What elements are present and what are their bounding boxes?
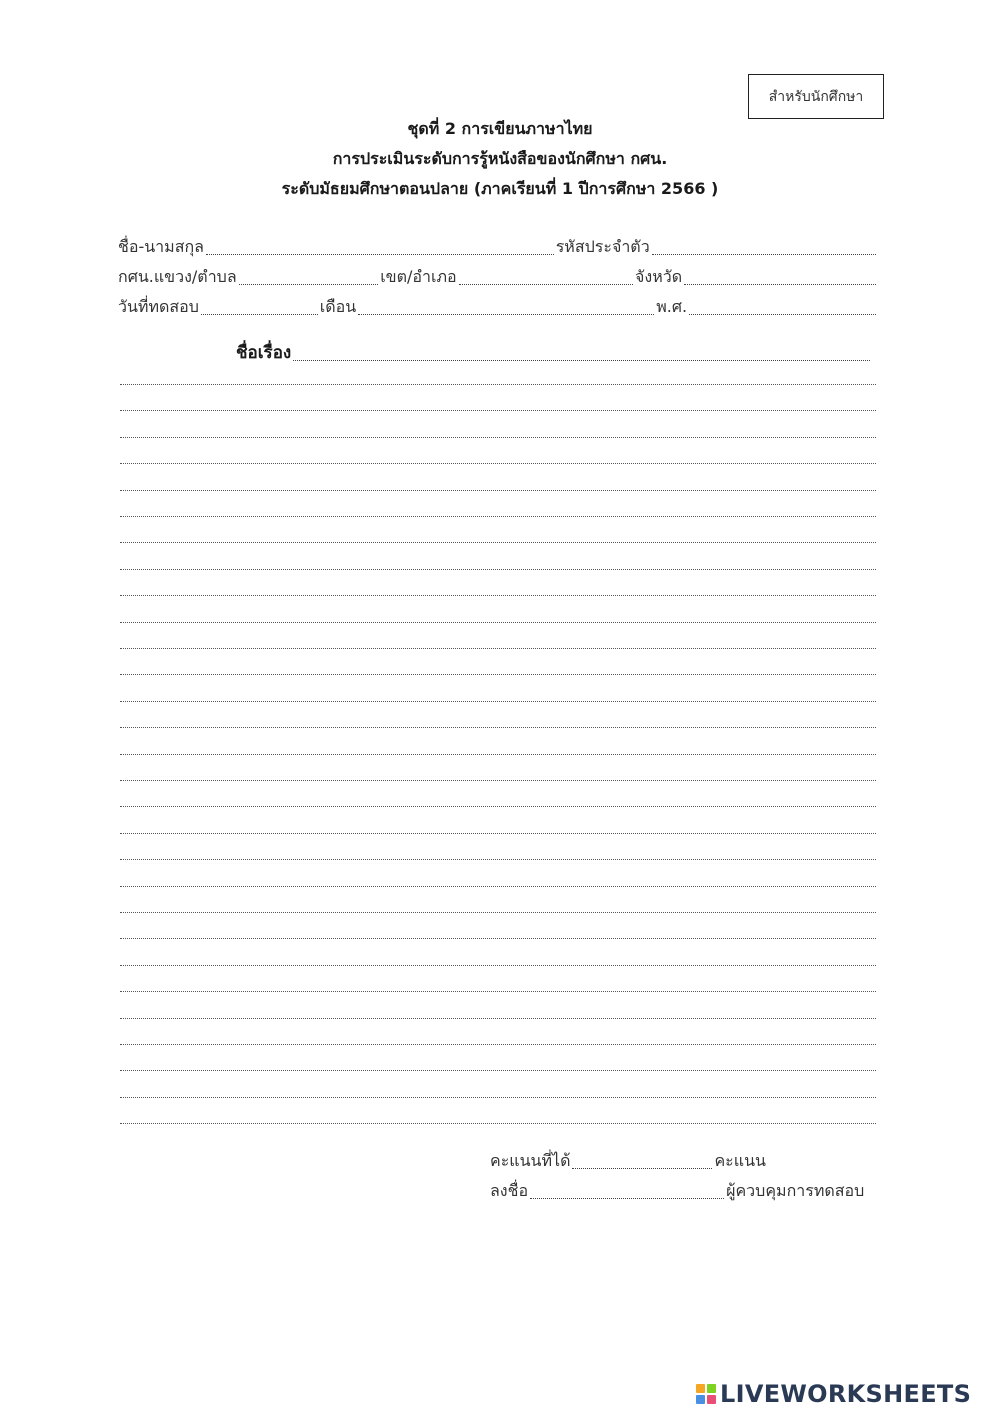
score-label: คะแนนที่ได้ — [490, 1151, 571, 1170]
province-field[interactable] — [684, 283, 876, 285]
writing-line[interactable] — [120, 806, 876, 807]
writing-line[interactable] — [120, 622, 876, 623]
province-label: จังหวัด — [635, 267, 683, 286]
writing-line[interactable] — [120, 384, 876, 385]
writing-line[interactable] — [120, 1123, 876, 1124]
writing-line[interactable] — [120, 912, 876, 913]
title-line-2: การประเมินระดับการรู้หนังสือของนักศึกษา กศน. — [332, 149, 668, 168]
writing-line[interactable] — [120, 674, 876, 675]
writing-line[interactable] — [120, 542, 876, 543]
student-box-label: สำหรับนักศึกษา — [768, 88, 864, 105]
writing-line[interactable] — [120, 780, 876, 781]
writing-line[interactable] — [120, 754, 876, 755]
topic-field[interactable] — [293, 359, 870, 361]
topic-label: ชื่อเรื่อง — [236, 343, 292, 363]
writing-line[interactable] — [120, 833, 876, 834]
date-field[interactable] — [201, 313, 318, 315]
month-field[interactable] — [358, 313, 654, 315]
score-line — [490, 1150, 766, 1174]
score-unit: คะแนน — [714, 1151, 766, 1170]
writing-line[interactable] — [120, 490, 876, 491]
writing-line[interactable] — [120, 965, 876, 966]
writing-line[interactable] — [120, 648, 876, 649]
year-field[interactable] — [689, 313, 876, 315]
writing-line[interactable] — [120, 1018, 876, 1019]
name-label: ชื่อ-นามสกุล — [118, 237, 204, 256]
center-field[interactable] — [239, 283, 379, 285]
student-box — [748, 74, 884, 119]
title-line-1: ชุดที่ 2 การเขียนภาษาไทย — [407, 119, 593, 138]
district-label: เขต/อำเภอ — [380, 267, 457, 286]
center-label: กศน.แขวง/ตำบล — [118, 267, 237, 286]
writing-line[interactable] — [120, 991, 876, 992]
date-label: วันที่ทดสอบ — [118, 297, 199, 316]
info-line-date — [118, 296, 878, 320]
score-field[interactable] — [572, 1167, 712, 1169]
title-line-3: ระดับมัธยมศึกษาตอนปลาย (ภาคเรียนที่ 1 ปีการศึกษา 2566 ) — [281, 179, 719, 198]
id-label: รหัสประจำตัว — [555, 237, 650, 256]
month-label: เดือน — [319, 297, 357, 316]
id-field[interactable] — [652, 253, 876, 255]
writing-line[interactable] — [120, 463, 876, 464]
info-line-location — [118, 266, 878, 290]
year-label: พ.ศ. — [656, 297, 688, 316]
writing-line[interactable] — [120, 859, 876, 860]
liveworksheets-logo — [696, 1380, 971, 1408]
topic-line — [236, 340, 872, 366]
name-field[interactable] — [206, 253, 554, 255]
writing-line[interactable] — [120, 886, 876, 887]
info-line-name — [118, 236, 878, 260]
liveworksheets-icon — [696, 1384, 716, 1404]
signature-line — [490, 1180, 864, 1204]
title-block — [0, 114, 1000, 204]
writing-line[interactable] — [120, 1044, 876, 1045]
writing-line[interactable] — [120, 516, 876, 517]
sign-label: ลงชื่อ — [490, 1181, 529, 1200]
writing-line[interactable] — [120, 701, 876, 702]
liveworksheets-wordmark: LIVEWORKSHEETS — [720, 1380, 972, 1408]
district-field[interactable] — [459, 283, 633, 285]
writing-line[interactable] — [120, 1097, 876, 1098]
writing-line[interactable] — [120, 410, 876, 411]
signature-field[interactable] — [530, 1197, 724, 1199]
writing-line[interactable] — [120, 569, 876, 570]
writing-line[interactable] — [120, 727, 876, 728]
writing-line[interactable] — [120, 595, 876, 596]
writing-line[interactable] — [120, 938, 876, 939]
proctor-label: ผู้ควบคุมการทดสอบ — [726, 1181, 865, 1200]
writing-line[interactable] — [120, 437, 876, 438]
writing-line[interactable] — [120, 1070, 876, 1071]
